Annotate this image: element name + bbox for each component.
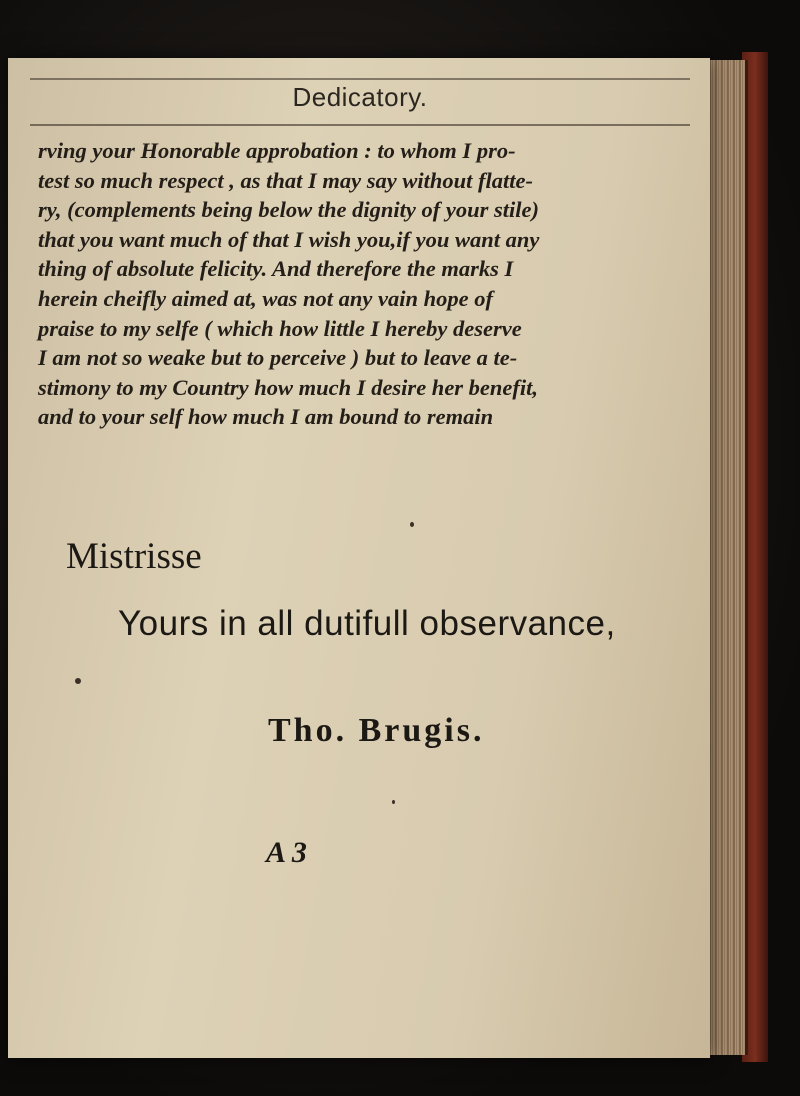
text-line: ry, (complements being below the dignity of your stile)	[38, 197, 539, 223]
text-line: praise to my selfe ( which how little I hereby deserve	[38, 315, 522, 341]
text-line: that you want much of that I wish you,if you want any	[38, 226, 540, 252]
ink-speck	[75, 678, 81, 684]
addressee: Mistrisse	[66, 536, 202, 577]
text-line: test so much respect , as that I may say without flatte-	[38, 167, 534, 193]
signature: Tho. Brugis.	[268, 712, 485, 749]
signature-mark: A 3	[266, 836, 307, 869]
ink-speck	[410, 522, 414, 527]
ink-speck	[392, 800, 395, 804]
text-line: herein cheifly aimed at, was not any vain hope of	[38, 285, 493, 311]
valediction: Yours in all dutifull observance,	[118, 604, 616, 643]
running-head: Dedicatory.	[292, 82, 428, 112]
text-line: I am not so weake but to perceive ) but to leave a te-	[38, 345, 518, 371]
text-line: and to your self how much I am bound to remain	[38, 404, 494, 430]
text-line: stimony to my Country how much I desire her benefit,	[38, 374, 539, 400]
text-line: thing of absolute felicity. And therefore the marks I	[38, 256, 514, 282]
text-line: rving your Honorable approbation : to whom I pro-	[38, 138, 516, 163]
